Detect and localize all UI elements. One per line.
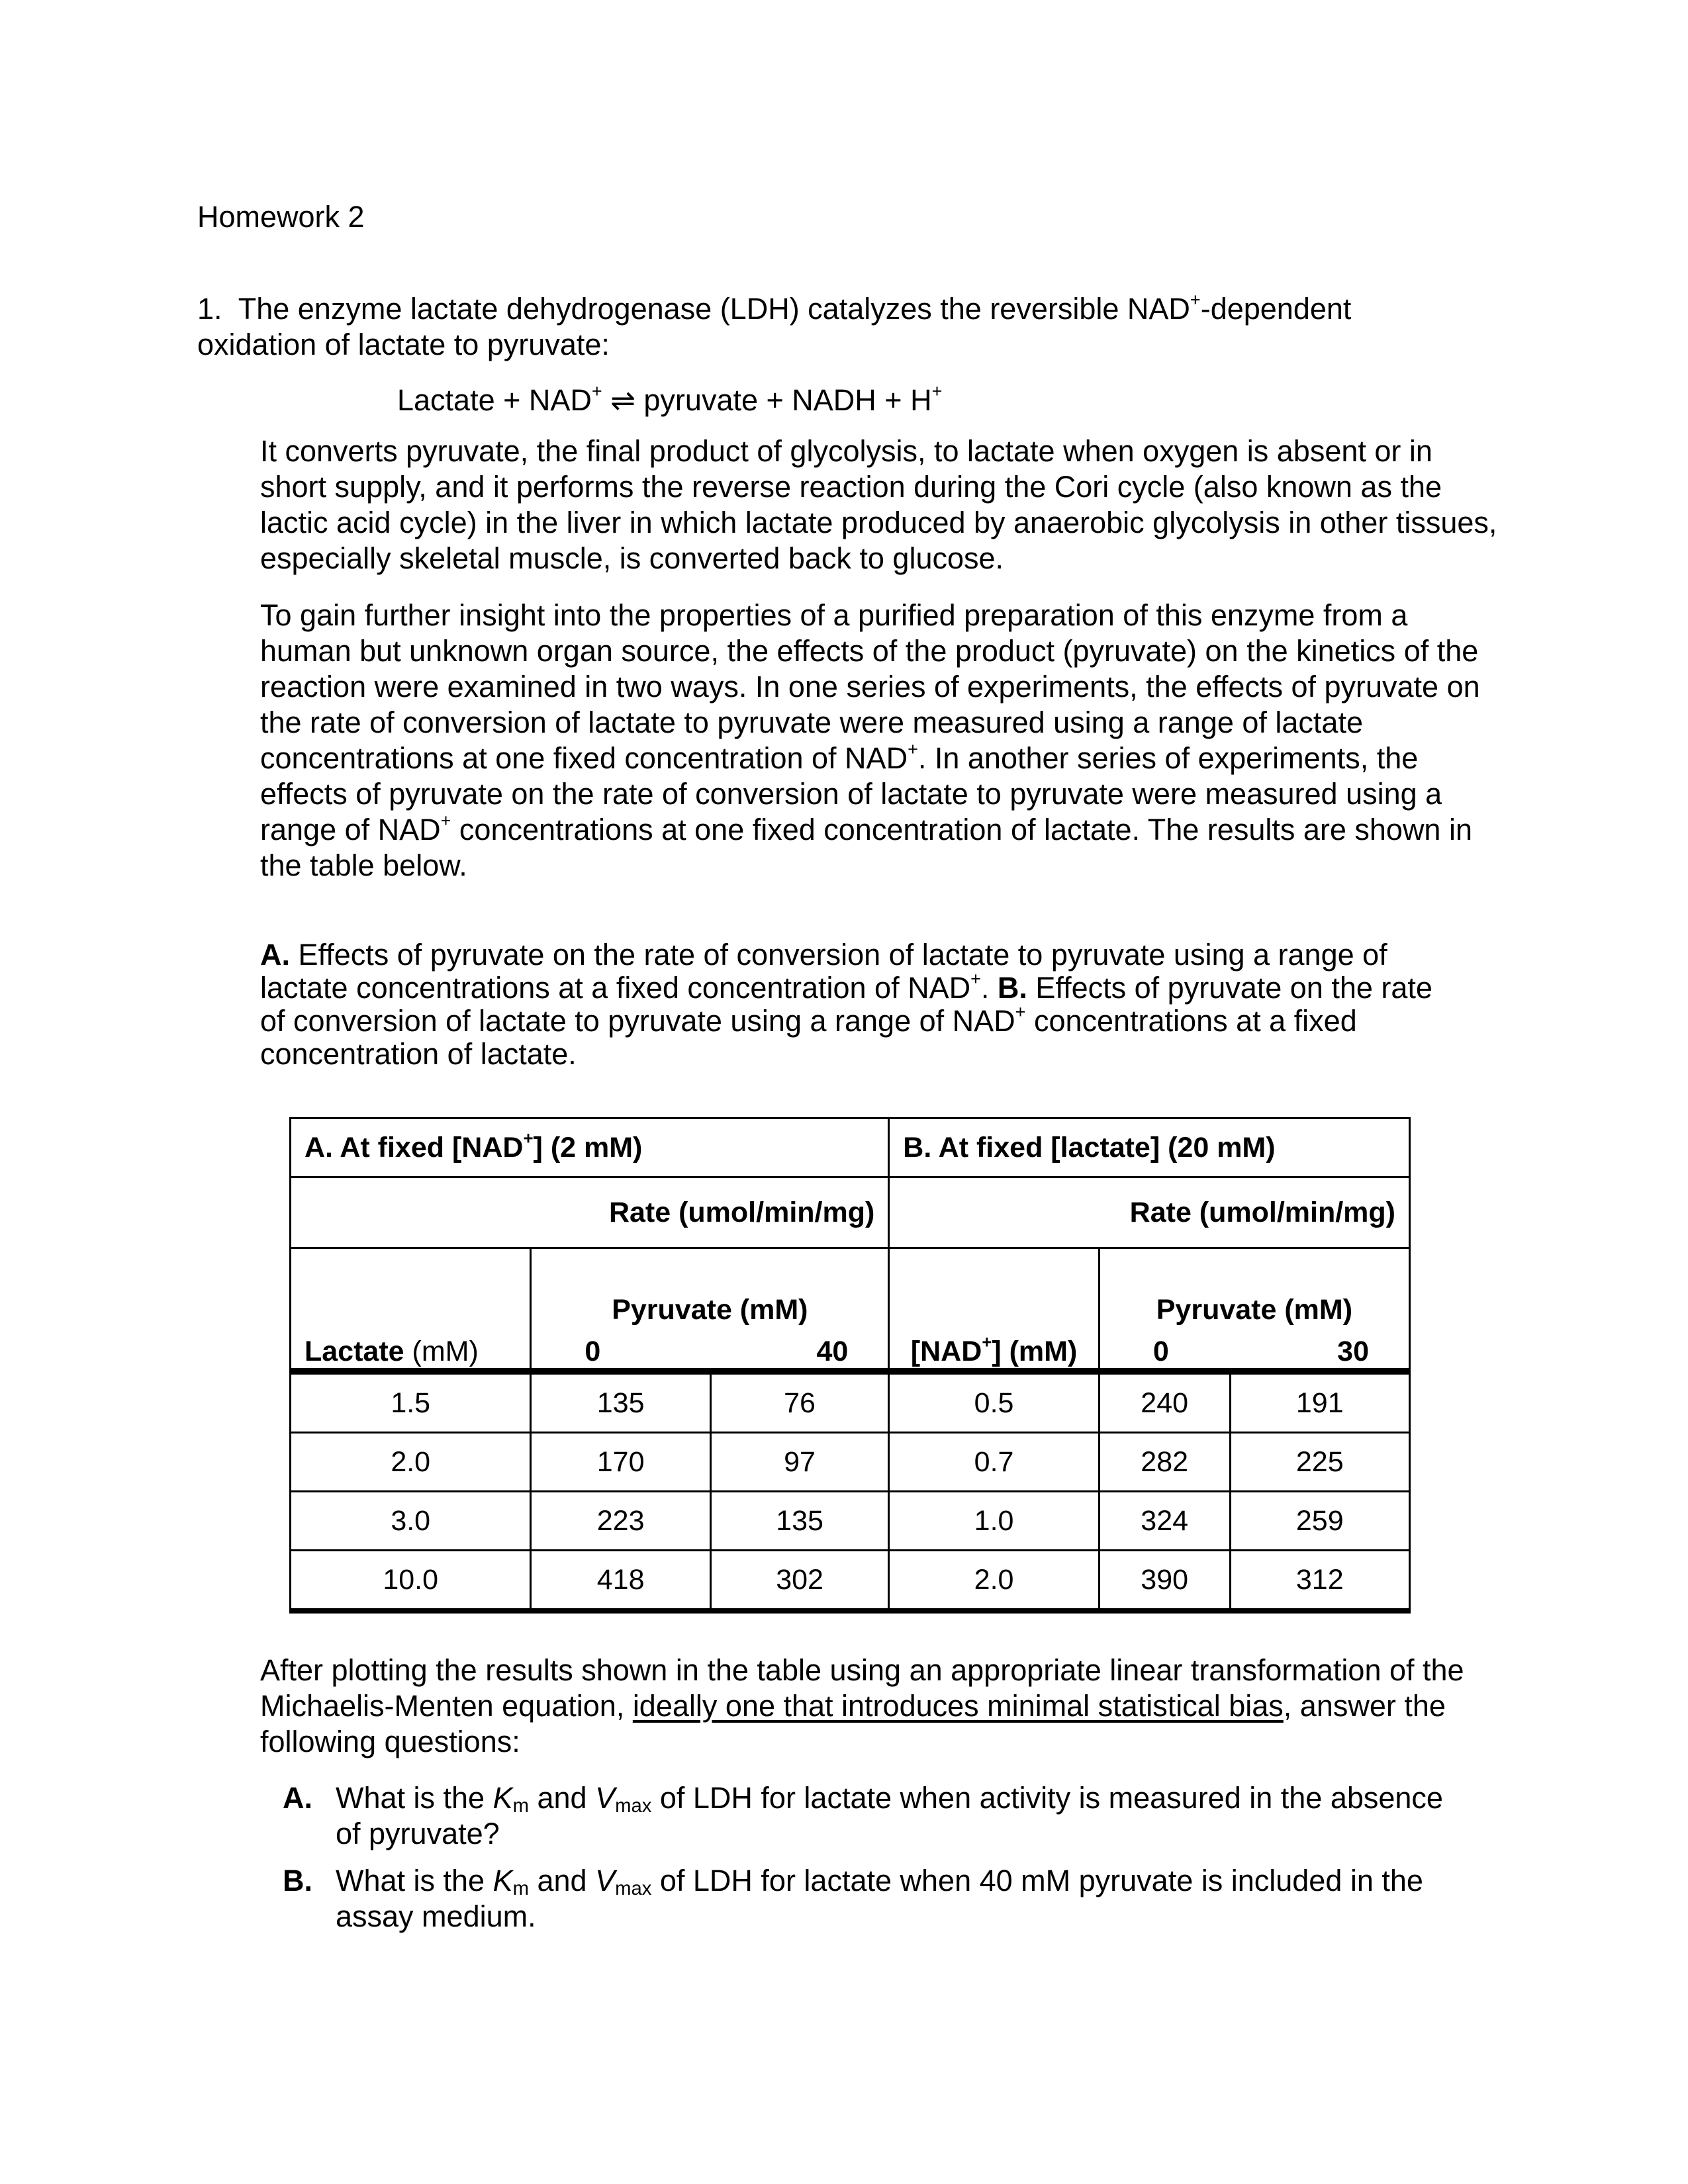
table-row: 3.0 223 135 1.0 324 259: [291, 1492, 1410, 1551]
question-1-intro: 1. The enzyme lactate dehydrogenase (LDH) catalyzes the reversible NAD+-dependent oxidation of lactate to pyruvate:: [197, 289, 1352, 361]
instructions-paragraph: After plotting the results shown in the table using an appropriate linear transformation of the Michaelis-Menten equation, ideally one that introduces minimal statistical bias, answer the following questions:: [260, 1653, 1464, 1758]
reaction-equation: Lactate + NAD+ ⇌ pyruvate + NADH + H+: [397, 381, 943, 417]
column-header-row: [291, 1248, 1410, 1372]
table-b-rate-header: Rate (umol/min/mg): [889, 1177, 1410, 1248]
underlined-emphasis: ideally one that introduces minimal statistical bias: [632, 1689, 1284, 1723]
table-a-pyruvate-header: Pyruvate (mM) 0 40: [531, 1248, 889, 1372]
table-title-row: [291, 1118, 1410, 1177]
table-b-pyruvate-header: Pyruvate (mM) 0 30: [1099, 1248, 1409, 1372]
rate-header-row: [291, 1177, 1410, 1248]
paragraph-cori-cycle: It converts pyruvate, the final product of glycolysis, to lactate when oxygen is absent or in short supply, and it performs the reverse reaction during the Cori cycle (also known as the lactic acid cycle) in the liver in which lactate produced by anaerobic glycolysis in other tissues, especially skeletal muscle, is converted back to glucose.: [260, 434, 1497, 575]
lactate-column-header: Lactate (mM): [291, 1248, 531, 1372]
sub-question-b: B. What is the $K_m$ and $V_{max}$ of LDH for lactate when 40 mM pyruvate is included in the assay medium.: [283, 1864, 1423, 1933]
table-row: 1.5 135 76 0.5 240 191: [291, 1371, 1410, 1433]
table-b-title: B. At fixed [lactate] (20 mM): [889, 1118, 1410, 1177]
table-a-rate-header: Rate (umol/min/mg): [291, 1177, 889, 1248]
paragraph-experiment: To gain further insight into the properties of a purified preparation of this enzyme from a human but unknown organ source, the effects of the product (pyruvate) on the kinetics of the reaction were examined in two ways. In one series of experiments, the effects of pyruvate on the rate of conversion of lactate to pyruvate were measured using a range of lactate concentrations at one fixed concentration of NAD+. In another series of experiments, the effects of pyruvate on the rate of conversion of lactate to pyruvate were measured using a range of NAD+ concentrations at one fixed concentration of lactate. The results are shown in the table below.: [260, 598, 1480, 882]
table-a-title: A. At fixed [NAD+] (2 mM): [291, 1118, 889, 1177]
kinetics-data-table: [289, 1117, 1411, 1614]
document-title: Homework 2: [197, 200, 365, 234]
table-caption: A. Effects of pyruvate on the rate of conversion of lactate to pyruvate using a range of lactate concentrations at a fixed concentration of NAD+. B. Effects of pyruvate on the rate of conversion of lactate to pyruvate using a range of NAD+ concentrations at a fixed concentration of lactate.: [260, 938, 1432, 1071]
sub-question-a: A. What is the $K_m$ and $V_{max}$ of LDH for lactate when activity is measured in the absence of pyruvate?: [283, 1781, 1443, 1850]
question-number: 1.: [197, 292, 222, 326]
nad-column-header: [NAD+] (mM): [889, 1248, 1100, 1372]
equilibrium-arrow-icon: ⇌: [602, 383, 644, 417]
table-row: 2.0 170 97 0.7 282 225: [291, 1433, 1410, 1492]
table-row: 10.0 418 302 2.0 390 312: [291, 1551, 1410, 1612]
